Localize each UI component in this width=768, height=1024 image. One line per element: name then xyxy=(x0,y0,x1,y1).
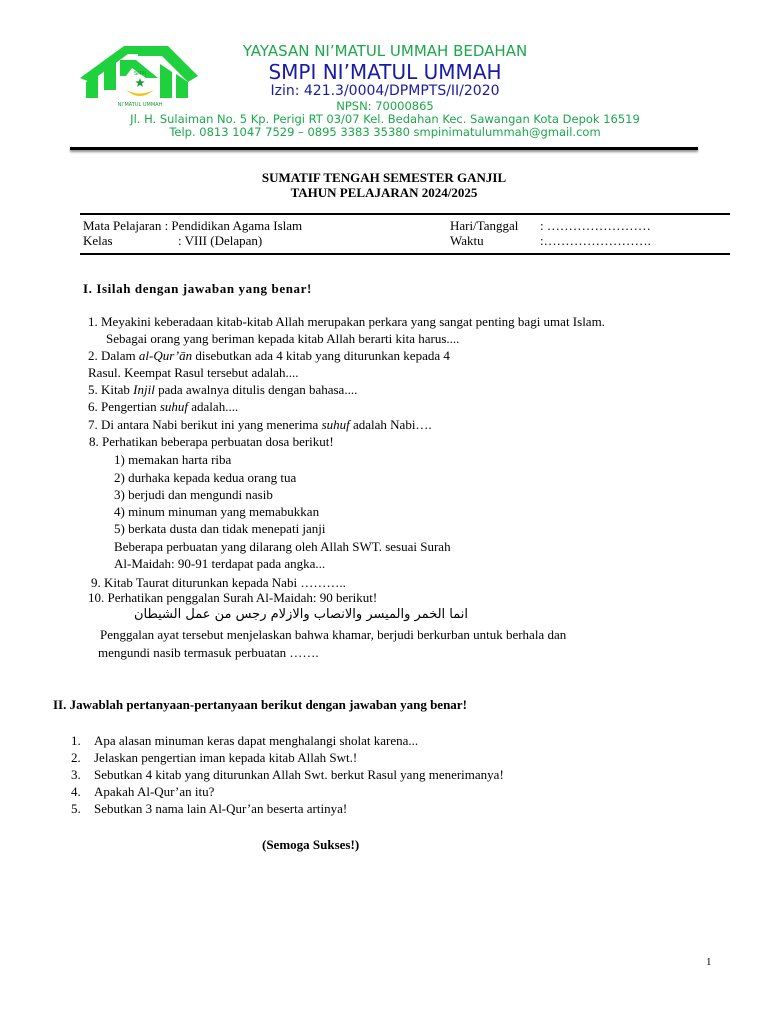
section-1-heading: I. Isilah dengan jawaban yang benar! xyxy=(83,281,312,296)
option-line: 5) berkata dusta dan tidak menepati janji xyxy=(114,521,326,536)
header-divider xyxy=(70,147,698,150)
exam-year: TAHUN PELAJARAN 2024/2025 xyxy=(290,185,478,200)
arabic-verse: انما الخمر والميسر والانصاب والازلام رجس من عمل الشيطان xyxy=(133,607,468,622)
day-label: Hari/Tanggal xyxy=(450,218,519,233)
essay-number: 1. xyxy=(71,733,81,748)
essay-question: Sebutkan 3 nama lain Al-Qur’an beserta artinya! xyxy=(94,801,348,816)
option-line: 2) durhaka kepada kedua orang tua xyxy=(114,470,297,485)
essay-question: Apakah Al-Qur’an itu? xyxy=(94,784,215,799)
info-bottom-line xyxy=(80,253,730,255)
subject-field: Mata Pelajaran : Pendidikan Agama Islam xyxy=(83,218,303,233)
question-line: mengundi nasib termasuk perbuatan ……. xyxy=(98,645,319,660)
question-line: 10. Perhatikan penggalan Surah Al-Maidah: 90 berikut! xyxy=(88,590,378,605)
info-top-line xyxy=(80,213,730,215)
essay-number: 2. xyxy=(71,750,81,765)
class-value: : VIII (Delapan) xyxy=(178,233,263,248)
option-line: 4) minum minuman yang memabukkan xyxy=(114,504,320,519)
question-line: 7. Di antara Nabi berikut ini yang menerima suhuf adalah Nabi…. xyxy=(88,417,432,432)
school-name: SMPI NI’MATUL UMMAH xyxy=(268,60,502,84)
day-value: : …………………… xyxy=(540,218,651,233)
essay-question: Jelaskan pengertian iman kepada kitab Allah Swt.! xyxy=(94,750,358,765)
logo-top-text: SMPI xyxy=(134,71,146,77)
question-line: 6. Pengertian suhuf adalah.... xyxy=(88,399,239,414)
question-line: Sebagai orang yang beriman kepada kitab Allah berarti kita harus.... xyxy=(106,331,460,346)
question-line: 8. Perhatikan beberapa perbuatan dosa berikut! xyxy=(89,434,334,449)
option-line: 1) memakan harta riba xyxy=(114,452,232,467)
question-line: 2. Dalam al-Qur’ān disebutkan ada 4 kitab yang diturunkan kepada 4 xyxy=(88,348,450,363)
permit-number: Izin: 421.3/0004/DPMPTS/II/2020 xyxy=(270,83,500,99)
foundation-name: YAYASAN NI’MATUL UMMAH BEDAHAN xyxy=(242,42,528,60)
npsn-number: NPSN: 70000865 xyxy=(336,99,434,113)
essay-number: 3. xyxy=(71,767,81,782)
question-line: Al-Maidah: 90-91 terdapat pada angka... xyxy=(114,556,326,571)
school-contact: Telp. 0813 1047 7529 – 0895 3383 35380 smpinimatulummah@gmail.com xyxy=(169,125,601,139)
question-line: 9. Kitab Taurat diturunkan kepada Nabi ……….. xyxy=(91,575,346,590)
class-label: Kelas xyxy=(83,233,113,248)
question-line: Beberapa perbuatan yang dilarang oleh Allah SWT. sesuai Surah xyxy=(114,539,451,554)
question-line: Penggalan ayat tersebut menjelaskan bahwa khamar, berjudi berkurban untuk berhala dan xyxy=(100,627,567,642)
page-number: 1 xyxy=(706,956,712,968)
section-2-heading: II. Jawablah pertanyaan-pertanyaan berikut dengan jawaban yang benar! xyxy=(53,697,467,712)
option-line: 3) berjudi dan mengundi nasib xyxy=(114,487,273,502)
school-address: Jl. H. Sulaiman No. 5 Kp. Perigi RT 03/07 Kel. Bedahan Kec. Sawangan Kota Depok 16519 xyxy=(130,112,640,126)
essay-number: 5. xyxy=(71,801,81,816)
closing-message: (Semoga Sukses!) xyxy=(262,837,360,852)
exam-title: SUMATIF TENGAH SEMESTER GANJIL xyxy=(261,170,507,185)
time-label: Waktu xyxy=(450,233,484,248)
question-line: 1. Meyakini keberadaan kitab-kitab Allah merupakan perkara yang sangat penting bagi umat Islam. xyxy=(88,314,605,329)
logo-bottom-text: NI’MATUL UMMAH xyxy=(117,102,163,108)
essay-number: 4. xyxy=(71,784,81,799)
time-value: :……………………. xyxy=(540,233,651,248)
question-line: 5. Kitab Injil pada awalnya ditulis dengan bahasa.... xyxy=(88,382,358,397)
question-line: Rasul. Keempat Rasul tersebut adalah.... xyxy=(88,365,299,380)
essay-question: Apa alasan minuman keras dapat menghalangi sholat karena... xyxy=(94,733,419,748)
essay-question: Sebutkan 4 kitab yang diturunkan Allah Swt. berkut Rasul yang menerimanya! xyxy=(94,767,504,782)
